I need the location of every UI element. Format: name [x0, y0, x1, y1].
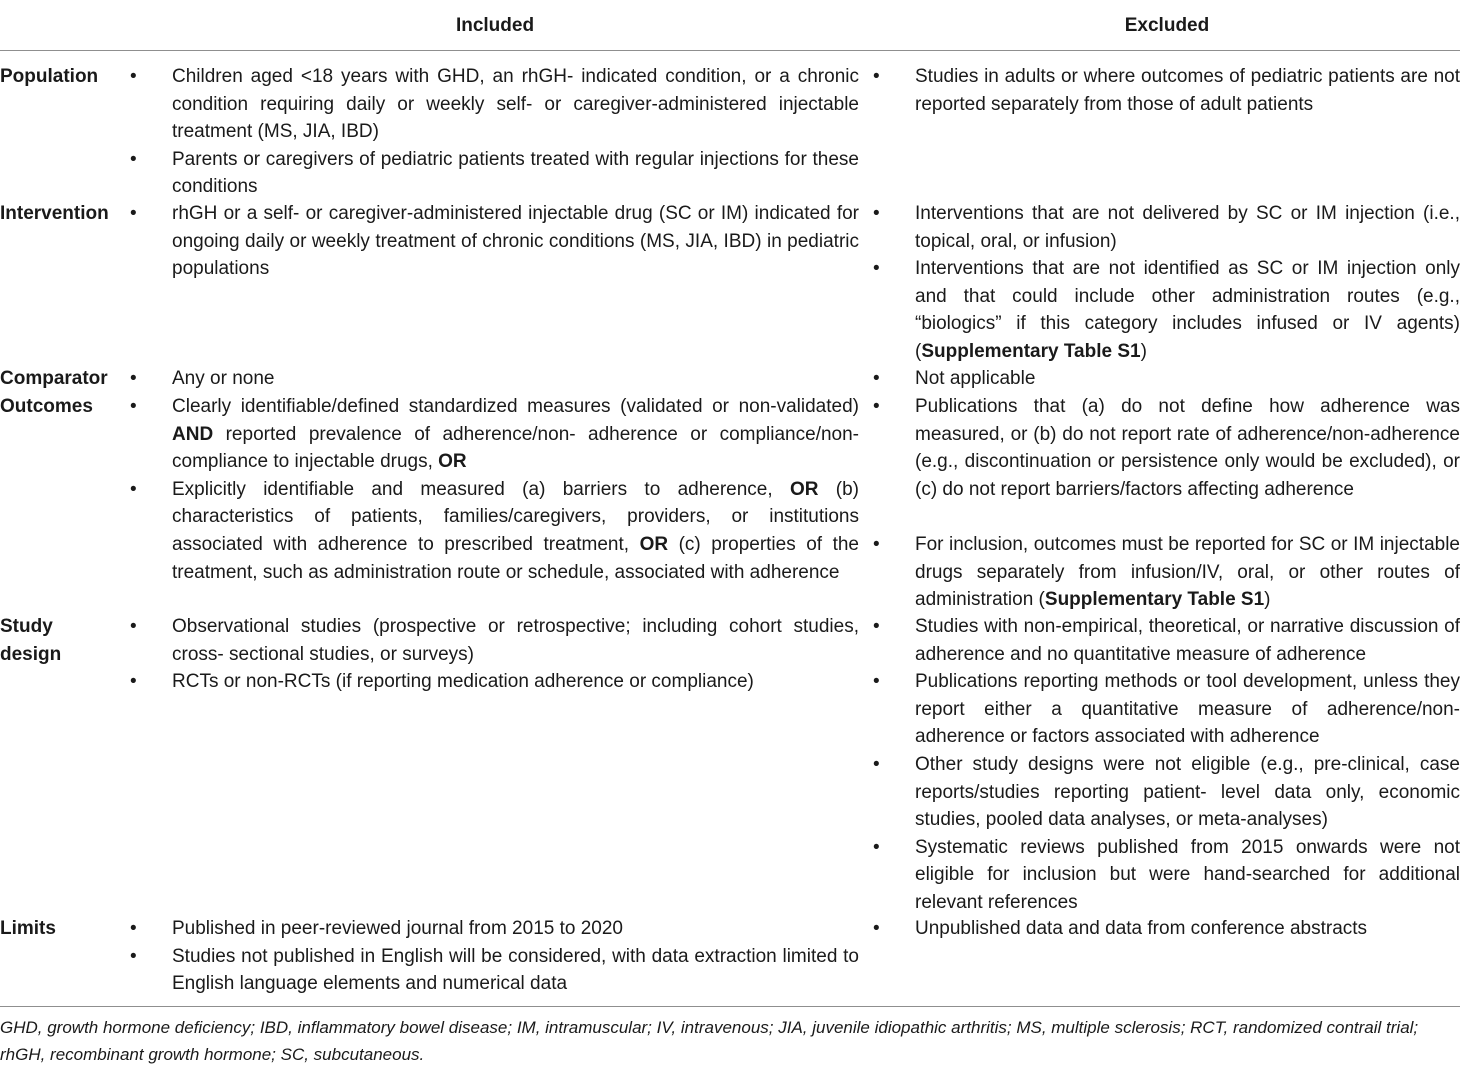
- text-run: (b) characteristics of patients, families/caregivers, providers, or institutions associated with adherence to prescribed treatment,: [172, 478, 859, 555]
- included-criterion-item: [130, 365, 859, 393]
- text-run: Children aged <18 years with GHD, an rhGH- indicated condition, or a chronic condition requiring daily or weekly self- or caregiver-administered injectable treatment (MS, JIA, IBD): [172, 66, 859, 143]
- criterion-text: [915, 613, 1460, 668]
- included-criterion-item: [130, 915, 859, 943]
- text-run: For inclusion, outcomes must be reported for SC or IM injectable drugs separately from infusion/IV, oral, or other routes of administration (: [915, 534, 1460, 611]
- excluded-criterion-item: [873, 200, 1460, 255]
- text-run: Explicitly identifiable and measured (a) barriers to adherence,: [172, 478, 790, 500]
- included-criterion-item: [130, 146, 859, 201]
- text-run: Observational studies (prospective or retrospective; including cohort studies, cross- sectional studies, or surveys): [172, 616, 859, 665]
- excluded-criterion-item: [873, 365, 1460, 393]
- row-label: Outcomes: [0, 396, 93, 417]
- excluded-criterion-item: [873, 531, 1460, 614]
- text-run: Other study designs were not eligible (e.g., pre-clinical, case reports/studies reporting patient- level data only, economic studies, pooled data analyses, or meta-analyses): [915, 754, 1460, 831]
- criterion-text: [915, 365, 1460, 393]
- row-label: Population: [0, 66, 99, 87]
- emphasis-text: OR: [438, 451, 467, 473]
- excluded-criterion-item: [873, 668, 1460, 751]
- text-run: RCTs or non-RCTs (if reporting medication adherence or compliance): [172, 671, 754, 693]
- text-run: Studies with non-empirical, theoretical, or narrative discussion of adherence and no quantitative measure of adherence: [915, 616, 1460, 665]
- bullet: •: [873, 203, 880, 224]
- bullet: •: [130, 66, 137, 87]
- criterion-text: [172, 393, 859, 476]
- text-run: Systematic reviews published from 2015 onwards were not eligible for inclusion but were hand-searched for additional relevant references: [915, 836, 1460, 913]
- bullet: •: [873, 258, 880, 280]
- text-run: Interventions that are not identified as SC or IM injection only and that could include other administration routes (e.g., “biologics” if this category includes infused or IV agents) (: [915, 258, 1460, 362]
- emphasis-text: Supplementary Table S1: [1044, 589, 1265, 611]
- criterion-text: [915, 200, 1460, 255]
- bullet: •: [873, 754, 880, 775]
- criterion-text: [172, 613, 859, 668]
- bullet: •: [873, 534, 880, 555]
- included-criterion-item: [130, 200, 859, 283]
- criterion-text: [172, 668, 859, 696]
- bullet: •: [873, 396, 880, 417]
- bullet: •: [130, 396, 137, 417]
- bottom-rule: [0, 1006, 1460, 1007]
- bullet: •: [130, 148, 137, 170]
- criterion-text: [172, 200, 859, 283]
- criterion-text: [172, 365, 859, 393]
- header-excluded: Excluded: [1124, 15, 1210, 36]
- bullet: •: [130, 671, 137, 693]
- criterion-text: [915, 834, 1460, 917]
- excluded-criterion-item: [873, 751, 1460, 834]
- text-run: rhGH or a self- or caregiver-administered injectable drug (SC or IM) indicated for ongoing daily or weekly treatment of chronic conditions (MS, JIA, IBD) in pediatric populations: [172, 203, 859, 280]
- criterion-text: [915, 255, 1460, 365]
- text-run: (c) properties of the treatment, such as administration route or schedule, associated with adherence: [172, 533, 859, 583]
- criterion-text: [915, 668, 1460, 751]
- bullet: •: [130, 478, 137, 500]
- excluded-criterion-item: [873, 255, 1460, 365]
- bullet: •: [130, 203, 137, 224]
- bullet: •: [130, 368, 137, 389]
- included-criterion-item: [130, 613, 859, 668]
- criterion-text: [915, 751, 1460, 834]
- bullet: •: [873, 918, 880, 939]
- text-run: Studies in adults or where outcomes of pediatric patients are not reported separately from those of adult patients: [915, 66, 1460, 115]
- text-run: reported prevalence of adherence/non- adherence or compliance/non-compliance to injectable drugs,: [172, 423, 859, 473]
- criterion-text: [915, 531, 1460, 614]
- row-label: Comparator: [0, 368, 108, 389]
- included-criterion-item: [130, 476, 859, 586]
- header-included: Included: [455, 15, 535, 36]
- bullet: •: [873, 616, 880, 637]
- text-run: Studies not published in English will be considered, with data extraction limited to English language elements and numerical data: [172, 945, 859, 995]
- row-label: Study design: [0, 616, 62, 665]
- criterion-text: [915, 63, 1460, 118]
- emphasis-text: OR: [789, 478, 819, 500]
- included-criterion-item: [130, 393, 859, 476]
- bullet: •: [873, 66, 880, 87]
- bullet: •: [130, 945, 137, 967]
- header-rule: [0, 50, 1460, 51]
- text-run: ): [1140, 340, 1147, 362]
- criterion-text: [172, 476, 859, 586]
- bullet: •: [130, 918, 137, 939]
- excluded-criterion-item: [873, 393, 1460, 503]
- criterion-text: [915, 393, 1460, 503]
- criterion-text: [172, 915, 859, 943]
- text-run: Unpublished data and data from conference abstracts: [915, 918, 1368, 939]
- bullet: •: [873, 671, 880, 693]
- text-run: Parents or caregivers of pediatric patients treated with regular injections for these conditions: [172, 148, 859, 198]
- text-run: Not applicable: [915, 368, 1036, 389]
- included-criterion-item: [130, 943, 859, 998]
- emphasis-text: Supplementary Table S1: [921, 340, 1141, 362]
- excluded-criterion-item: [873, 834, 1460, 917]
- text-run: Any or none: [172, 368, 275, 389]
- included-criterion-item: [130, 668, 859, 696]
- text-run: Publications reporting methods or tool development, unless they report either a quantitative measure of adherence/non-adherence or factors associated with adherence: [915, 671, 1460, 748]
- excluded-criterion-item: [873, 915, 1460, 943]
- excluded-criterion-item: [873, 613, 1460, 668]
- criterion-text: [172, 943, 859, 998]
- bullet: •: [873, 836, 880, 858]
- text-run: ): [1264, 589, 1271, 611]
- emphasis-text: AND: [172, 423, 214, 445]
- criterion-text: [915, 915, 1460, 943]
- excluded-criterion-item: [873, 63, 1460, 118]
- criterion-text: [172, 63, 859, 146]
- text-run: Clearly identifiable/defined standardized measures (validated or non-validated): [172, 396, 859, 417]
- text-run: Published in peer-reviewed journal from 2015 to 2020: [172, 918, 623, 939]
- emphasis-text: OR: [639, 533, 669, 555]
- row-label: Intervention: [0, 203, 109, 224]
- text-run: Publications that (a) do not define how adherence was measured, or (b) do not report rate of adherence/non-adherence (e.g., discontinuation or persistence only would be excluded), or (c) do not report barriers/factors affecting adherence: [915, 396, 1460, 500]
- bullet: •: [873, 368, 880, 389]
- footnote: GHD, growth hormone deficiency; IBD, inflammatory bowel disease; IM, intramuscular; IV, intravenous; JIA, juvenile idiopathic arthritis; MS, multiple sclerosis; RCT, randomized contrail trial; rhGH, recombinant growth hormone; SC, subcutaneous.: [0, 1018, 1419, 1064]
- text-run: Interventions that are not delivered by SC or IM injection (i.e., topical, oral, or infusion): [915, 203, 1460, 252]
- row-label: Limits: [0, 918, 56, 939]
- bullet: •: [130, 616, 137, 637]
- criterion-text: [172, 146, 859, 201]
- included-criterion-item: [130, 63, 859, 146]
